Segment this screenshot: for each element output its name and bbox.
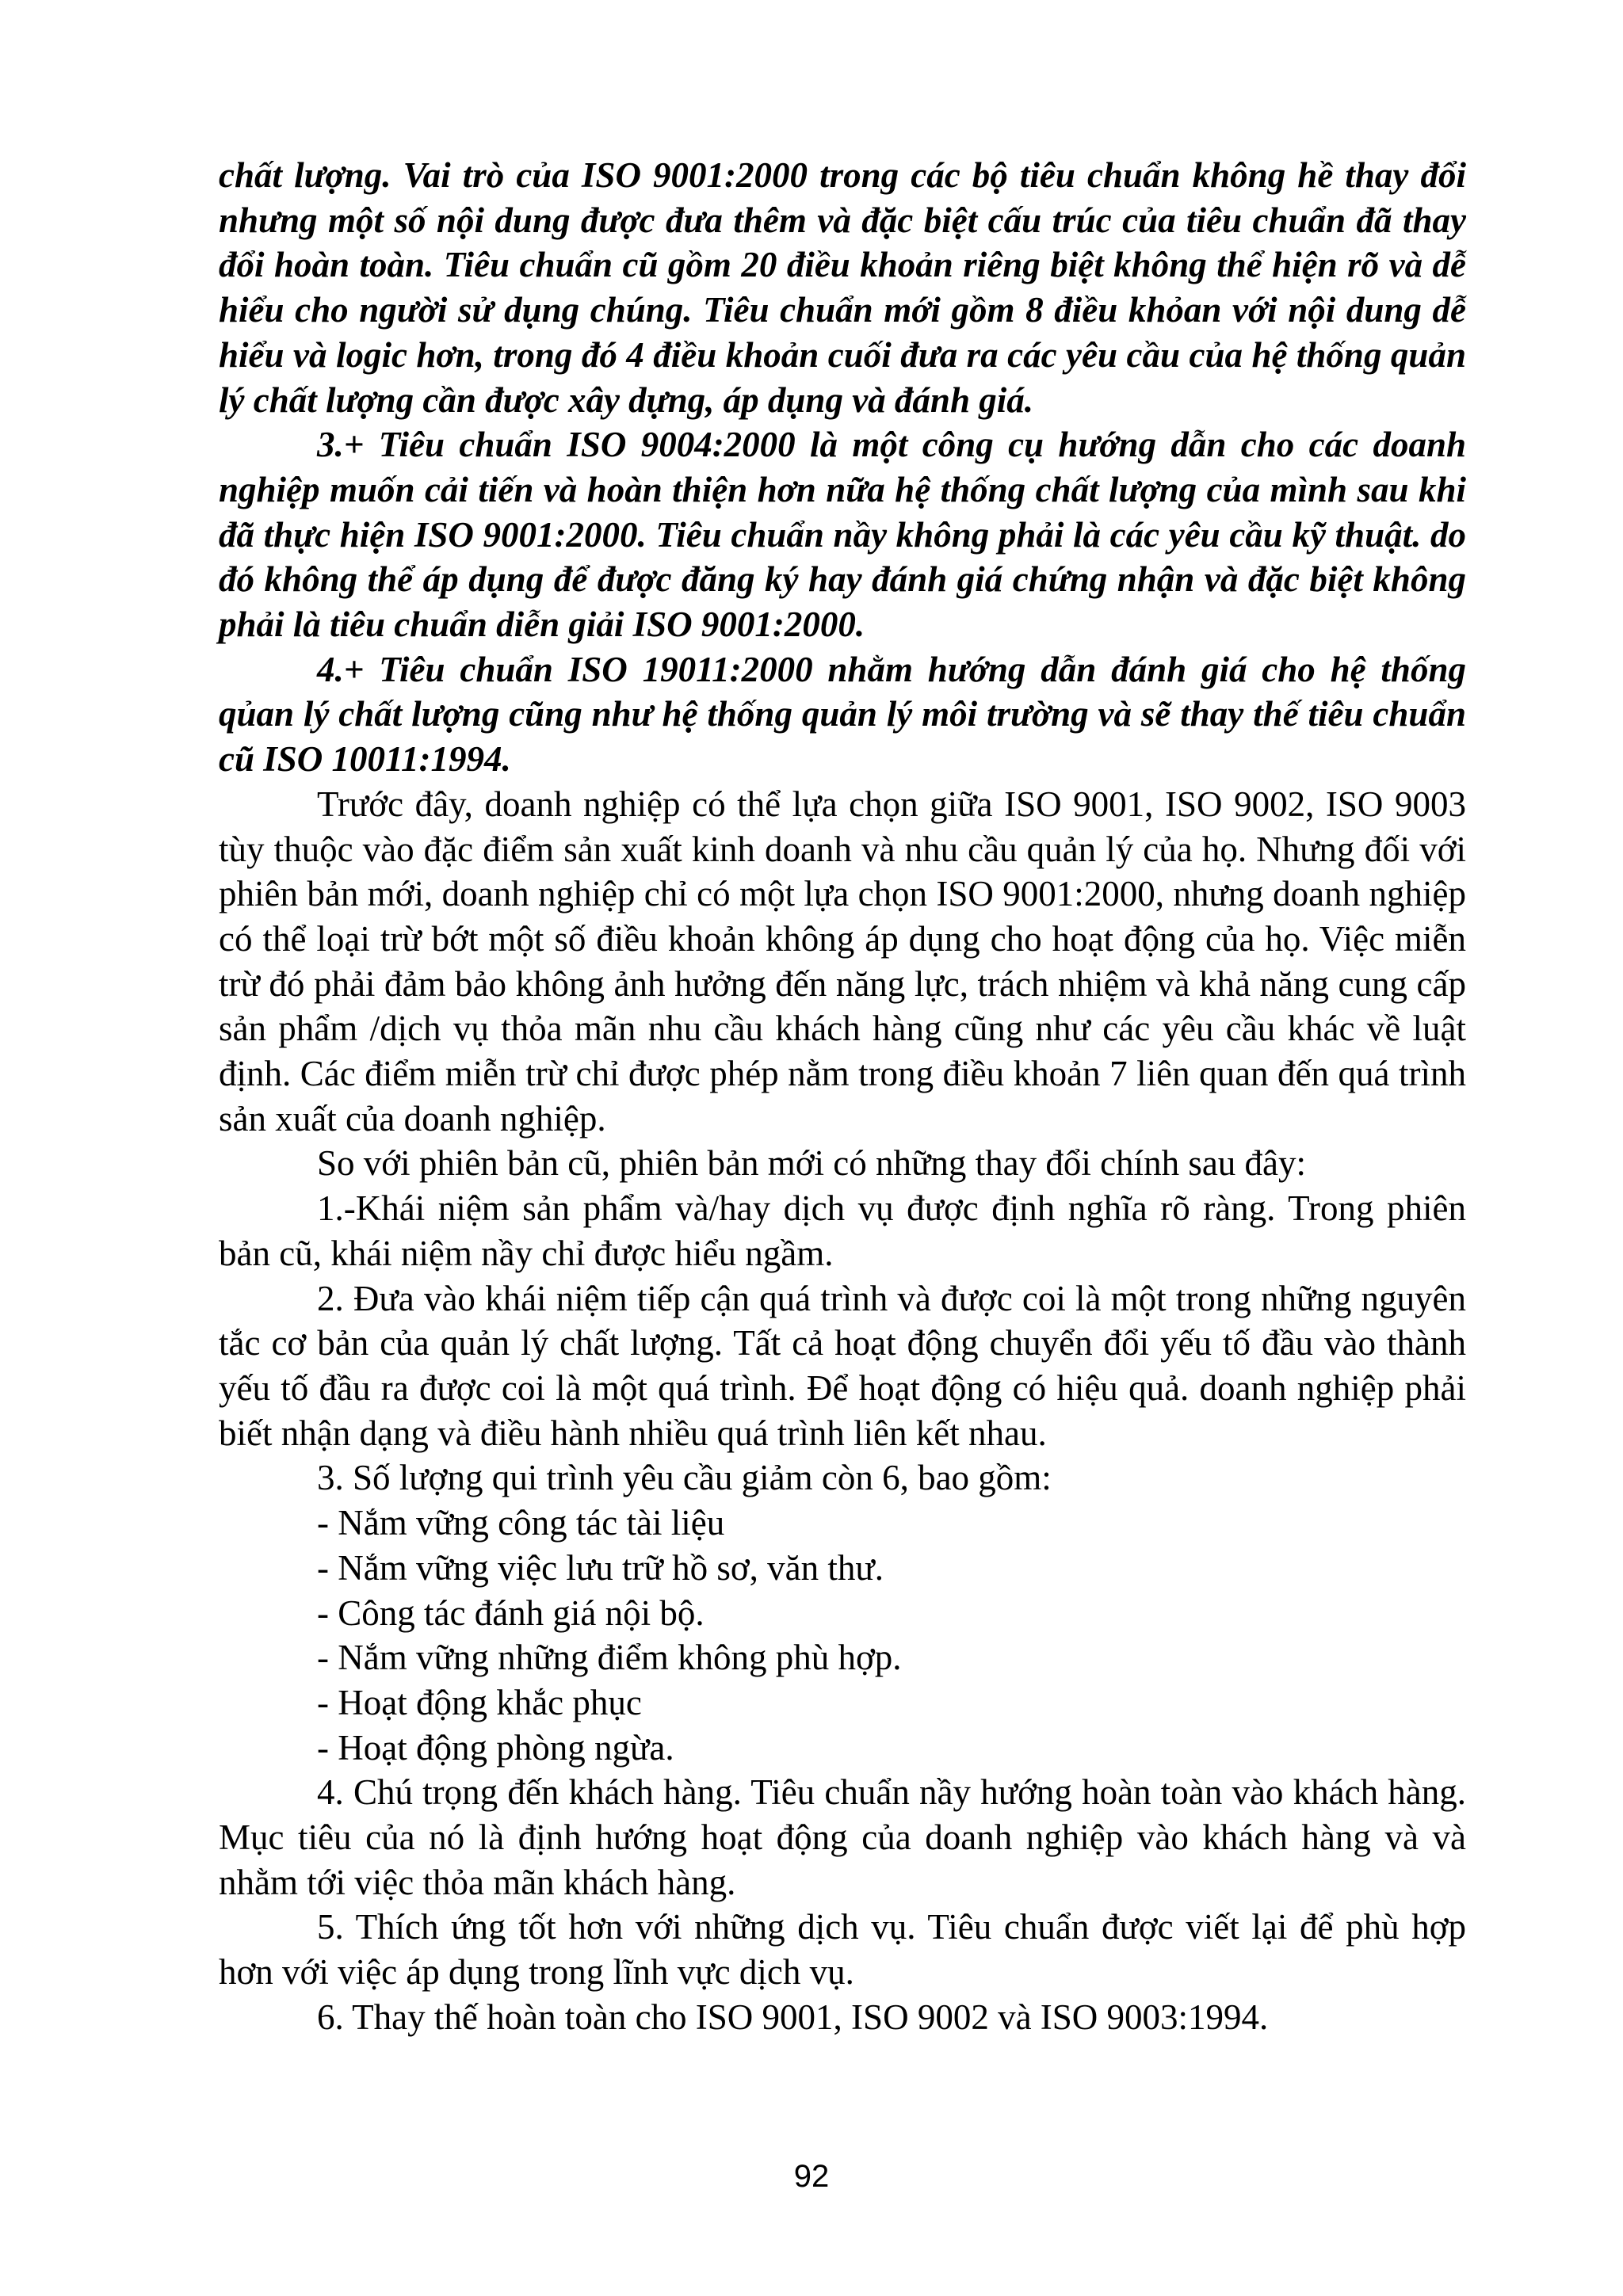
paragraph-change-1: 1.-Khái niệm sản phẩm và/hay dịch vụ được định nghĩa rõ ràng. Trong phiên bản cũ, khái niệm nầy chỉ được hiểu ngầm.: [219, 1188, 1466, 1273]
paragraph-previous-versions: Trước đây, doanh nghiệp có thể lựa chọn giữa ISO 9001, ISO 9002, ISO 9003 tùy thuộc vào đặc điểm sản xuất kinh doanh và nhu cầu quản lý của họ. Nhưng đối với phiên bản mới, doanh nghiệp chỉ có một lựa chọn ISO 9001:2000, nhưng doanh nghiệp có thể loại trừ bớt một số điều khoản không áp dụng cho hoạt động của họ. Việc miễn trừ đó phải đảm bảo không ảnh hưởng đến năng lực, trách nhiệm và khả năng cung cấp sản phẩm /dịch vụ thỏa mãn nhu cầu khách hàng cũng như các yêu cầu khác về luật định. Các điểm miễn trừ chỉ được phép nằm trong điều khoản 7 liên quan đến quá trình sản xuất của doanh nghiệp.: [219, 784, 1466, 1138]
paragraph-change-4: 4. Chú trọng đến khách hàng. Tiêu chuẩn nầy hướng hoàn toàn vào khách hàng. Mục tiêu của nó là định hướng hoạt động của doanh nghiệp vào khách hàng và và nhằm tới việc thỏa mãn khách hàng.: [219, 1772, 1466, 1902]
paragraph-iso9001-structure: chất lượng. Vai trò của ISO 9001:2000 trong các bộ tiêu chuẩn không hề thay đổi nhưng một số nội dung được đưa thêm và đặc biệt cấu trúc của tiêu chuẩn đã thay đổi hoàn toàn. Tiêu chuẩn cũ gồm 20 điều khoản riêng biệt không thể hiện rõ và dễ hiểu cho người sử dụng chúng. Tiêu chuẩn mới gồm 8 điều khỏan với nội dung dễ hiểu và logic hơn, trong đó 4 điều khoản cuối đưa ra các yêu cầu của hệ thống quản lý chất lượng cần được xây dựng, áp dụng và đánh giá.: [219, 155, 1466, 420]
paragraph-change-6: 6. Thay thế hoàn toàn cho ISO 9001, ISO 9002 và ISO 9003:1994.: [317, 1997, 1269, 2037]
list-item: - Nắm vững những điểm không phù hợp.: [317, 1638, 902, 1678]
page-body: [219, 153, 1466, 2040]
page-number: 92: [793, 2159, 830, 2194]
list-item: - Nắm vững việc lưu trữ hồ sơ, văn thư.: [317, 1547, 884, 1588]
list-item: - Nắm vững công tác tài liệu: [317, 1503, 725, 1543]
paragraph-iso19011: 4.+ Tiêu chuẩn ISO 19011:2000 nhằm hướng dẫn đánh giá cho hệ thống qủan lý chất lượng cũng như hệ thống quản lý môi trường và sẽ thay thế tiêu chuẩn cũ ISO 10011:1994.: [219, 649, 1466, 780]
list-item: - Hoạt động phòng ngừa.: [317, 1727, 674, 1768]
paragraph-change-3: 3. Số lượng qui trình yêu cầu giảm còn 6, bao gồm:: [317, 1458, 1052, 1498]
paragraph-change-5: 5. Thích ứng tốt hơn với những dịch vụ. Tiêu chuẩn được viết lại để phù hợp hơn với việc áp dụng trong lĩnh vực dịch vụ.: [219, 1907, 1466, 1993]
list-item: - Công tác đánh giá nội bộ.: [317, 1592, 705, 1633]
paragraph-change-2: 2. Đưa vào khái niệm tiếp cận quá trình và được coi là một trong những nguyên tắc cơ bản của quản lý chất lượng. Tất cả hoạt động chuyển đổi yếu tố đầu vào thành yếu tố đầu ra được coi là một quá trình. Để hoạt động có hiệu quả. doanh nghiệp phải biết nhận dạng và điều hành nhiều quá trình liên kết nhau.: [219, 1278, 1466, 1453]
list-item: - Hoạt động khắc phục: [317, 1682, 642, 1722]
paragraph-iso9004: 3.+ Tiêu chuẩn ISO 9004:2000 là một công cụ hướng dẫn cho các doanh nghiệp muốn cải tiến và hoàn thiện hơn nữa hệ thống chất lượng của mình sau khi đã thực hiện ISO 9001:2000. Tiêu chuẩn nầy không phải là các yêu cầu kỹ thuật. do đó không thể áp dụng để được đăng ký hay đánh giá chứng nhận và đặc biệt không phải là tiêu chuẩn diễn giải ISO 9001:2000.: [219, 425, 1466, 645]
paragraph-main-changes-intro: So với phiên bản cũ, phiên bản mới có những thay đổi chính sau đây:: [317, 1143, 1307, 1184]
